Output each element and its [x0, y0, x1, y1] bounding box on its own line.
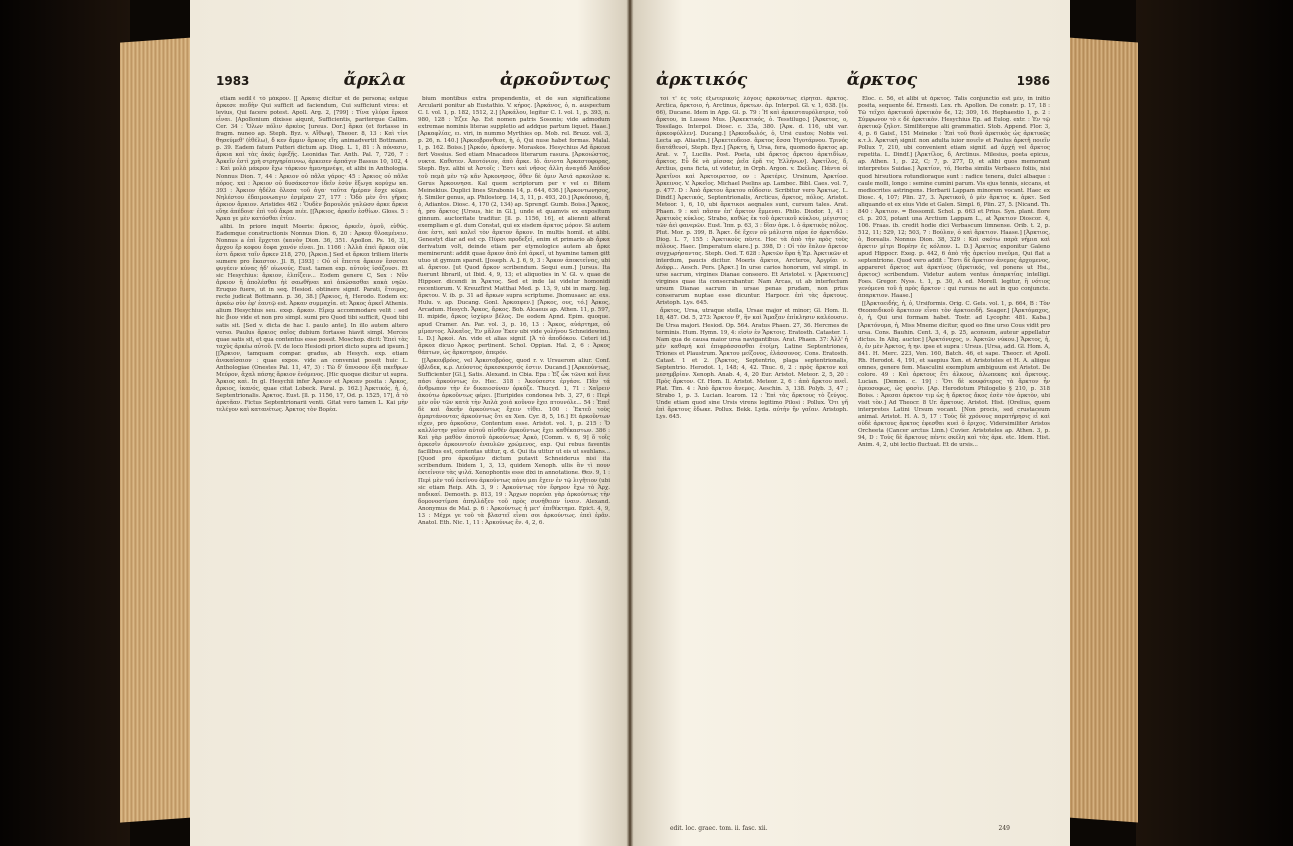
left-page-running-head: ἀρκοῦντως	[499, 70, 610, 90]
page-edges-left	[120, 37, 194, 822]
right-page-header	[656, 70, 1050, 94]
right-column-2	[858, 96, 1050, 816]
right-col1-text-d: ἄρκτος, Ursa, utraque stella, Ursae major et minor; Gl. Hom. Il. 18, 487. Od. 5, 273: Ἄρκτον θ', ἣν καὶ Ἄμαξαν ἐπίκλησιν καλέουσιν. De Ursa majori. Hesiod. Op. 564. Aratus Phaen. 27, 36. Hercmes de terminis. Hum. Hymn. 19, 4: εἰσὶν ἐν Ἄρκτοις. Eratosth. Cataster. 1. Nam qua de causa maior ursa navigantibus. Arat. Phaen. 37: Ἀλλ' ἡ μὲν καθαρή καὶ ἐπιφράσσασθαι ἑτοίμη. Latine Septentriones, Triones et Plaustrum. Ἄρκτου μείζονος, ἐλάσσονος. Cons. Eratosth. Catast. 1 et 2. [Ἄρκτος, Septentrio, plaga septentrionalis, Septentrio. Herodot. 1, 148; 4, 42. Thuc. 6, 2 : πρὸς ἄρκτον καὶ μεσημβρίαν. Xenoph. Anab. 4, 4, 20 Eur. Aristot. Meteor. 2, 5, 20 : Πρὸς ἄρκτον. Cf. Hom. Il. Aristot. Meteor. 2, 6 : ἀπὸ ἄρκτου πνεῖ. Plat. Tim. 4 : Ἀπὸ ἄρκτου ἄνεμος. Aeschin. 3, 138. Polyb. 3, 47 ; Strabo 1, p. 3. Lucian. Icarom. 12 : Ἐπὶ τὰς ἄρκτους τὸ ζεύγος. Unde etiam quod sine Ursis virens legitimo Pilosi : Pollux. Ὅτι γῆ ἐπὶ ἄρκτους ἔδωκε. Pollux. Bekk. Lyda. αὐτὴν ἣν γαῖαν. Aristoph. Lys. 645.	[656, 308, 848, 421]
right-page	[630, 0, 1070, 846]
left-page-headword: ἄρκλα	[343, 70, 406, 90]
left-column-2	[418, 96, 610, 816]
left-col2-text-d: [[Ἀρκευβρόος, vel Ἀρκοτοβρόος, quod r. v. Ursuerom aliur. Conf. ὑβλιδεκ, κ.ρ. Λεύουτος ἀρκεσκεροτός ἐστιν. Ducand.] [Ἀρκεούντως, Sufficienter [Gl.], Satis. Alexand. in Cbia. Epa : Ἐζ ὧκ τῶνα καὶ ἕνιε πάσι ἀρκούντως ἐν. Hec. 318 : Ἀκούσεστε ἐργάσε. Πᾶν τά ἄνθρωπον τὴν ἐν δικαιοσύναν ὀρκάζε. Thucyd. 1, 71 : Χαῖρειν ἀκούτω ἀρκοῦντως φέρει. [Euripides condonea Ivb. 3, 27, 6 : Περὶ μὲν οὖν τῶν κατὰ τὴν Ἀπλὰ χοιά κοῦνον ἔχει πτουνόλε... 54 : Ἐπεῖ δὲ καὶ ἄκεῆν ἀρκούντως ἔχειν τίθει. 100 : Ἐκτεῦ τοὺς ἀμαρτάνοντας ἀρκούντως ὅτι ex Xen. Cyr. 8, 5, 16.] Et ἀρκοῦντων εἶχεν, pro ἀρκοῦσιν, Contentum esse. Aristot. vol. 1, p. 215 : Ὅ καλλίστην γαῖαν αὐτοῦ αἰσθέν ἀρκοῦντως ἔχει καθέκαστων. 386 : Καὶ γὰρ μαθὸν ἀποτοῦ ἀρκούντως Ἀρκὸ, [Comm. v. 6, 9] ὅ τοῖς ἀρκεσῖν ἀρκουντοίν ἐναυλῶν χρώμενος, exp. Qui rebus faventis facilibus est, contentas utitur, q. d. Qui ita utitur ut eis ut ssuhlans... [Quod pro ἀρκοῦμεν dictum putavit Schneiderus nisi ita scribendum. Ibidem 1, 3, 13, quidem Xenoph. ullis ἂν τὶ πουν ἐκτείνοιν τὰς ψιλά. Xenophontis esse dixi in annotatione. Θεν. 9, 1 : Περὶ μὲν τοῦ ἐκείνου ἀρκούντως πάνυ μαι ἔχειν ἐν τῷ λιγῆτιον (ubi sic etiam Reip. Ath. 3, 9 : Ἀρκούντως τὸν ἔφηρον ἔχω τὸ Ἀρχ. παδικαί. Demosth. p. 813, 19 : Ἄρχων πορεύαι γὰρ ἀρκούντως τὴν δομονοστίμσα ἀπηλλάξευ τοῦ πρὸς συνήθειαν ἰναιν. Alexand. Anonymus de Mal. p. 6 : Ἀρκούντως ἡ μετ' ἐπιθέκτημα. Epict. 4, 9, 13 : Μέχρι γε τοῦ τὰ βλαστεῖ εἶναι σοι ἀρκούντως. ἑπεὶ ἐρᾶν. Anatol. Eth. Nic. 1, 11 : Ἀρκούνως ἕν. 4, 2, 6.	[418, 357, 610, 526]
right-page-number: 1986	[1016, 74, 1050, 88]
right-page-running-head: ἀρκτικός	[656, 70, 748, 90]
gathering-number: 249	[998, 825, 1010, 832]
right-page-columns	[656, 96, 1050, 816]
right-col2-text-b: Eloc. c. 56, et alibi ut ἄρκτος. Talis conjunctio est μέν, in initio posita, sequente δέ. Ernesti. Lex. rh. Apollon. De constr. p. 17, 18 : Τῶ τεῖχει ἀρκτικοῦ ἀρκτικὸν δε, 12; 309, 16. Hephaestio 1, p. 2 : Σύμφωνον τὸ ε δὲ ἀρκτικὸν. Hesychius Ep. ad Eulog. extr. : Ἐν τῷ ἀρκτικῷ ζηλοτ. Similiterque alii grammatici. Stob. Append. Flor. 3, 4, p. 6 Gaisf., 151 Meineke : Ἐπὶ τοῦ θεοῦ ἀρκτικὸς ὡς ἀρκτικῶς κ.τ.λ. Ἀρκτικὴ signif. non adulta iuior ποιεῖν et Paulus ἀρκτῆ ποιεῖν Pollux 7, 210, ubi convenient etiam signif. ad ἀρχή vel ἄρκτος repetita. L. Dindf.] [Ἀρκτίλος, δ, Arctinus. Milesius, poeta epicus, ap. Athen. 1, p. 22, C; 7, p. 277, D, et alibi quos memorant interpretes Suidae.] Ἀρκτίον, τό, Herba similis Verbasco foliis, nisi quod hirsutiora rotundioraque sunt : radice tenera, dulci albaque : caule molli, longo : semine cumini parum. Vis ejus tennis, siccans, et mediocrites astringens. Herbarii Lappam minorem vocant. Haec ex Diosc. 4, 107; Plin. 27, 3. Ἀρκτικοῦ, ὁ μὲν ἄρκτος κ. ἀρκτ. Sed aliquando et ex eius Vide et Galen. Simpl. 6, Plin. 27, 5. [Nicand. Th. 840 : Ἀρκτιον. = Bossomil. Schol. p. 663 et Prius. Syn. plant. flore cl. p. 203, potant una Arctium Lappam L., at Ἄρκτιον Dioscor. 4, 106. Fraas. ib. credit hodie dici Verbascum limnense. Orib. t. 2, p. 512, 11; 529, 12; 503, 7 : Βούλαν, ὁ καὶ ἄρκτιον. Haase.] [Ἀρκτιος, ὁ, Borealis. Nonnus Dion. 38, 329 : Καὶ σκότω παρὰ νήμια καὶ ἄρκτιν μίτρι Βορέην ἐς κόλπον. L. D.] Ἀρκτιος exponitur Galeno apud Hippocr. Exeg. p. 442, 6 ἀπὸ τῆς ἀρκτίου πνεῦμα, Qui flat a septentrione. Quod vero addit : Ἔστι δὲ ἄρκτιον ἀνεμας ἀρχομενος, appareret ἄρκτος aut ἀρκτίνος (ἄρκτικός, vel ponens ut Hsi., ἄρκτος) scribendum. Videtur autem ventus ἀπαρκτίας intelligi. Foes. Gregor. Nyss. t. 1, p. 30, A ed. Morell. legitur, ἣ νότιος γενόμενα τοῦ ἠ πρὸς ἄρκτον : qui rursus ne aut in quo conjuncte. ἀπαρκτιον. Haase.]	[858, 96, 1050, 300]
left-column-1	[216, 96, 408, 816]
right-page-headword: ἄρκτος	[846, 70, 918, 90]
right-column-1	[656, 96, 848, 816]
left-col2-text-c: bium montibus extra propendentis, et de sun significatione Arcularii ponitur ab Eustathio. V. κήρος. [Ἀρκάνος, ὁ, n. auspectum C. I. vol. 1, p. 182, 1512, 2.] [Ἀρκάλου, legitur C. I. vol. 1, p. 393, n. 980, 128 : Ἐζεε Ἀρ. Est nomen patris Sosonis; vide admodum extremae nominis literae suppletio ad addque partum liquet. Haae.] [Ἀρκαφλίας, ει. viri, in nummo Myrthies op. Mob. rel. Bruzz. vol. 3, p. 26, n. 140.] [Ἀρκεοβρονθεσε, ἡ, ὁ, Qui nuse habet formas. Malal. 1, p. 162. Boiss.] [Ἀρκόν, ἀρκόνην. Moraskos. Hesychius Ad ἄρκευα fert Vossius. Sed etiam Mnacadeos literarum rasura. [Ἀρκοιώστος, νυκτα. Καθοτεν. Ἀποτόνιον, ἀπὸ ἄρκε. Ιὀ. ἀνιοτα Ἀρκαστοφορας, Steph. Byz. alibi ut Ἀστοῖς : Ἐστι καὶ νῆσος ἄλλη ἀναγάδ Ἀπόδον τοῦ πεμὰ μὲν τῷ κᾶν Ἀρκονησος, ὅθεν δὲ ὁμιν Ἀσιά αρκοιλοσ κ. Gerus Ἀρκουνησα. Kal quem scriptorum per v vel ει Bitem Meinekius. Duplici lines Strabonis 14, p. 644, 636.] [Ἀρκοντωνησος, ἡ. Similer genus, ap. Philostorg. 14, 3, 11, p. 493, 20.] [Ἀρκόπουο, ἡ, ὁ, Adiantos. Diosc. 4, 170 (2, 134) ap. Sprengf. Gumb. Boiss.] Ἄρκος, ἡ, pro ἄρκτος [Ursus, hic in Gl.], unde et quamvis ex expositum ginnum. auctoritate traditur. [ll. p. 1156, 16], et aliennii alferat exempliam e gl. dum Constat, qui ex eisdem ἀρκτος μόρον. Si autem ἀοε ἐστι, καὶ καλεῖ τὸν ἄρκτον ἄρκον. In multis homil. et alibi. Genestyt diar ad est cp. Πύρσι προδεξεί, enim et primario ab ἄρκα derivatum volt, deinde etiam per etymologice autem ab ἄρκε meminerunt: addit quae ἄρκον ἀπὸ ἐπὶ ἀρκεῖ, ut hyamine tamen gitt utuo ut gymum sparsit. [Joseph. A. J. 6, 9, 3 : Ἄρκον ἀποκτείνας, ubi al. ἄρκτον. [ut Quod ἄρκον scribendum. Sequi eum.] [ursus. Ita fuerunt libraril, ut Ibid. 4, 9, 13; et aliquoties in V. Gl. v. quae de Hippoer. dicendi in Ἄρκτος. Sed et inde lai videlur homonidi recentiorum. V. Kreuzfirst Matthai Med. p. 13, 9, ubi in marg. leg. ἄρκτου. V. ib. p. 31 ad ἄρκων supra scriptume. Jhomusaec ar. exs. Hulu. v. ap. Ducang. Gonl. Ἀρκεαφεν.] [Ἄρκος, ους, τό.] Ἀρκος, Arcadum. Hesych. Ἄρκος, ἄρκος. Bob. Alcaeus ap. Athen. 11, p. 597, II. mipide, ἄρκος ἱσχύριν βέλος. De eodem Apnd. Epim. quoque. apud Cramer. An. Par. vol. 3, p. 16, 13 : Ἄρκος, αὐάρτημα, οὐ μίμαντος. Ἀλκαῖος, Ἐν μᾶλον Ἐκεν ubi vide γολήνου Schneidewinu. L. D.] Ἀρκοὶ. An. vide et alias signif. [Ἀ τὸ ἀποδόκου. Ceteri id.] ἄρκεα dicuo Ἀρκος pertinent. Schol. Oppian. Hal. 2, 6 : Ἀρκος θάπτων, ὡς ἄρκοτηρον, ἀπερόν.	[418, 96, 610, 356]
left-page	[190, 0, 630, 846]
page-edges-right	[1068, 38, 1138, 823]
left-col1-text-a: etiam sedilℓ τὸ μάκρον. [[ Ἀρκαις dicitur et de persona; estque ἀρκεσε πειδὴν Qui sufficit ad faciendum, Cui sufficiunt vires: et levius, Qui facere potest. Apoll. Arg. 2, [799] : Τίνα γλύρα ἔρκεα εἶναι. [Apollonium dixisse aiqunt, Sufficientis, pariterque Callim. Cer. 34 : Ὅλων πόλιν ἀρκέος [ureus. Dor.] ἄρκα (et fortasse in fragm. nuneo ap. Steph. Byz. v. Αἴθωψ), Theoer. 8, 13 : Καὶ τίνι θησεύμεθ' (ἐθέλω), δ κεν ἄμμιν ἄρκιος εἴη; animadvertit Bottmann. p. 39. Eadem fatum Putteri dictum ap. Diog. L. 1, 81 : Ἀ πόνασιν, ἄρκια καὶ τὰς ἀκάς ἐφεξῆς. Leonidas Tar. Anth. Pal. 7, 726, 7 : Ἀρκεῖν ἐστὶ χρὴ στρηγηρίαιννω, ἀρκεσεν ἀρπάγιν Bassus 10, 102, 4 : Καὶ μολὰ μάκρον ἔχω τάρκιον ἡμενημνέψε, et alibi in Anthologia. Nonnus Dion. 7, 44 : Ἀρκιον οὐ πᾶλα γάρος· 45 : Ἀρκιος οὐ πᾶλα πόρος. xxi : Ἀρκιον οὐ δυσάκεστον ἰδεῖν ἐσὺν ἔξωγα κορύχω κα. 393 : Ἀρκιον ἠδέλα ὄλεσα τοῦ ἀγα· ταῦτα ἠμέραν ἔσχε κῶμα. Νηλέστου ἐδαιμονωαγιν ἐσμέραν 27, 177 : Ὅδὸ μὲν ὅτι γῆρας ἀρκιον ἄρκιον. Aristides 462 : Ὅυδὲν βαρουλόε γαλῶσν ἀρκε ἄρκια εὔηε ἀπέδοια· ἐπὶ τοῦ ἄκρα πιέε. [[Ἄρκιος, ἀρκεῖν ἐσθίων. Gloss. 5 : Ἄρκα γε μὲν κατόσθαι ἐτίεν.	[216, 96, 408, 222]
left-page-columns	[216, 96, 610, 816]
book-cover-right	[1136, 0, 1293, 846]
right-col1-text-a: τοὶ τ' ἐς τοῖς ἐξωτερικοῖς λόγοις ἀρκούντως εἴρηται. ἄρκτος. Arctica, ἄρκτοιο, ἡ. Arctinus, ἄρκτων. ἀρ. Interpol. Gl. v. 1, 638. [(s. 66), Ducane. Idem in App. Gl. p. 79 : Ἡ καὶ ἀρκεσταυρόλατρισ, τοῦ ἄρκτου, in Lusseo Mus. [Ἀρκεκτικός, ὁ. Tesstilugo.] [Ἀρκετος, ο, Tossilago. Interpol. Diosc. c. 33a, 380. [Ἀρκ. d. 116, ubi var. ἀρκεοφύλλεν]. Ducang.] [Ἀρκεοδωλός, ὁ, Ursi custos; Nobis vel. Lecta ap. Aliastm.] [Ἀρκετευδεοσ. ἄρκτος ἔσσα Ἡγοτάρνου. Τρινός διατάθευσί, Steph. Byz.] [Ἄρκτη, ἡ, Ursa, fera, quomodo ἄρκτος ap. Arat. v. 7, Lucilis. Post. Poeta, ubi ἄρκτος ἄρκτου ἀρκτιδίων, ἄρκτος. Εὖ δὲ νὰ μίσσας ῥεῖα ἐρᾶ τις Ἑλλήνων]. Ἀρκτίλος, δ, Arctius, gens ficta, ut videtur, in Orph. Argon. v. Σκέλας. Πάντα οἱ Ἀρκτῖνοι καὶ Ἀρκτοιρατοσ, ον : Ἀρκτέρις. Ursinum, Ἀρκτίοσ. Ἀρκεινος. V. Ἀρκεῖος. Michael Pselins ap. Lambec. Bibl. Caes. vol. 7, p. 477. D : Ἀπὸ ἄρκτου ἄρκτου αὖδοσιν. Scribitur vero Ἄρκτως. L. Dindf.] Ἀρκτικός, Septentrionalis, Arcticus, ἄρκτος, πόλος. Aristot. Meteor. 1, 6, 10, ubi ἄρκτικοι aeqnales sunt, cursum tales. Arat. Phaen. 9 : καὶ πᾶσαν ἐπ' ἄρκτον ἔμμεναι. Philo. Diodor. 1, 41 : Ἀρκτικὸς κύκλος. Strabo, καθὼς ἐκ τοῦ ἀρκτικοῦ κύκλου, μέγιστος τῶν ἀεὶ φανερῶν. Eust. Ἱππ. p. 63, 3 : δῖαν ἀρκ. l. ὁ ἀρκτικὸς πόλος. Plut. Mor. p. 399, B. Ἄρκτ. δὲ ἔχειν οὐ μάλιστα πέρα ἐσ ἀρκτιδῶν. Diog. L. 7, 155 : Ἀρκτικοὺς πέντε. Hoc τὰ ἀπὸ τὴν πρὸς τοὺς πόλους. Haec. [Imperatum elare.] p. 398, D : Οἱ τὸν ἔαλον ἄρκτον συγχωρήσαντας. Steph. Oed. T. 628 : Ἀρκτῶν ἔφα ἡ Ἑρ. Ἀρκτικῶν et interdum, paucis dicitur. Moeris ἄρκτοι, Arcteros, Ἀργρίαι ν. Διάφρ... Aesch. Pers. [Ἀρκτ.] In urse carios honorum, vel simpl. in urse sacrum, virgines Dianae conseero. Et Aristotel. v. [Ἀρκτευσις] virgines quae ita consecrabantur. Nam Arcas, ut ab interfectum ursum Dianae sacrum in ursae penas prudam, non prius conserarum nuptae esse dicuntur. Harpocr. ἐπὶ τὰς ἄρκτους. Aristoph. Lys. 645.	[656, 96, 848, 307]
left-page-header	[216, 70, 610, 94]
signature-mark: edit. loc. graec. tom. ii. fasc. xii.	[670, 825, 768, 832]
left-col1-text-b: alibi. In priore inquit Moeris: ἄρκιος, ἀρκεῖν, ὁμοῦ, εὐθύς. Eademque constructionis Nonnus Dion. 6, 20 : Ἀρκεᾳ θλοαμένειν. Nonnus a ἐπὶ ἔρχεται (κανὸν Dion. 36, 351. Apollon. Ps. 16, 31, ἄρχου ἔρ κοφου ἔοφα χανόν εἶναι. Jπ. 1166 : Ἀλλὰ ἐπεὶ ἄρκεα οὐκ ἐστι ἄρκια ταῖν ἄρκεν 218, 270, [Ἀρκια.] Sed et ἄρκεα triliem literis sumere pro ἔκαστον. Jl. B, [393] : Οὐ οἱ ἔπειτα ἄρκιον ἔσσεται φυγέειν κύνας ἠδ' οἰωνούς. Eust. tamen exp. αὐτοὺς ἰσάζουσι. Et sic Hesychius: ἄρκιον, ἐλπίζειν... Eodem genere C, Sex : Νῦν ἄρκιον ἢ ἀπολέσθαι ἠὲ σαωθῆναι καὶ ἀπώσασθαι κακὰ νηῶν. Eruquo fuere, ut in seq. Hesiod. obtinere signif. Parati, ἔτοιμος, recte judicat Bottmann. p. 36, 38.] [Ἄρκιος, ἡ, Herodo. Eodem ex: ἀρκέω σὺν ἐφ' ἑαυτῷ est. Ἀρκαν συμμαχία. et: Ἄρκος ἀρκεῖ Athenis. alium Hesychius seu. exsp. ἄρκαν. Εἰρεμ accommodare velit : sed hic βιον vide et non pro simpl. sumi pro Quod tibi sufficit, Quod tibi satis sit. [Sed v. dicta de hac I. paulo ante]. In illo autem altero verso. Paulus ἄρκιος σαῖος dubium fortasse hiavit simpl. Merces quae satis sit, et qua contentus esse possit. Moschop. dicit: Ἐπεὶ τὰς ταχὺς ἀρκέω αὐτοῦ. [V. de loco Hesiodi priori dicto supra ad ipsum.] [[Ἄρκιον, tamquam compar. gradus, ab Hesych. exp. etiam ἀνεκαίσαιον : quae expos. vide an conveniat possit huic L. Anthologiae (Onestes Pal. 11, 47, 3) : Τῶ δ' ὕπνοσον ἐξὰ πκεθρων Μεύρον, ἄχαλ πάσης ἄρκιον ἐνόμενος. [Hic quoque dicitur ut supra. Ἀρκιος καὶ. In gl. Hesychii infer Ἀρκιον et Ἀρκιαν posita : Ἀρκος, ἄρκιος, ἱκανός, quae citat Lobeck. Paral. p. 162.] Ἀρκτικός, ἡ, ὁ, Septentrionalis. Ἀρκτος. Eust. [ll. p. 1156, 17, Od. p. 1525, 17], ἄ τὸ ἀρκτᾶαν. Fictus Septentrionarii venti. Gitat vero tamen L. Kai μὴν τελέγον καὶ κατανέτως. Ἀρκτος τὸν Βορέα.	[216, 223, 408, 414]
left-page-number: 1983	[216, 74, 250, 88]
book-cover-left	[0, 0, 130, 846]
right-col2-text-c: [[Ἀρκτοειδής, ἡ, ὁ, Ursiformis. Orig. C. Gels. vol. 1, p. 664, B : Τὸν Θεοπαιδικοῦ ἄρκτειον εἶναι τὸν ἀρκτοειδῆ. Seager.] [Ἀρκτόμαχος, ὁ, ἡ, Qui ursi formam habet. Tostr. ad Lycophr. 481. Kaba.] [Ἀρκτόνυμα, ἡ, Miss Mneme dicitur, quod eo fine urso Cous vidit pro ursa. Cons. Bauhin. Cent. 3, 4, p. 25, aconsum, auteur appellatur dictus. In Aliq. auctor.] [Ἀρκτόνυχος, ν. Ἀρκτῶν νύκου.] Ἄρκτος, ἡ, ὁ, ἐν μὲν Ἀρκτος, ἡ ην. ipse et supra : Ursus. [Ursa, add. Gl. Hom. A, 841. H. Merc. 223, Ven. 160, Batch. 46, et sape. Theocr. et Apoll. Rh. Herodot. 4, 191, et saepius Xen. et Aristoteles et H. A. aliique omnes, genere fem. Masculini exemplum ambiguum est Aristot. De colore. 49 : Καὶ ἀρκτους ἔτι ἀλκους, ἀλωπεκας καὶ ἄρκτους. Lucian. [Demon. c. 19] : Ὅτι δὲ κουφότερος τὰ ἄρκτον ἦν ἀρεοσοφως, ὡς φασὶν. [Ap. Herodotum Philogelio § 210, p. 318 Boiss. : Ἀρεσαι ἀρκτον τιμ ὡς ἡ ἄρκτος ἄκος ἐσὲν τὸν ἀρκτὸν, ubi visit τὸν.] Ad Theocr. 8 Ur. ἄρκτους. Aristot. Hist. (Orelius, quem interpretes Latini Ursum vocant. [Non procis, sed crustaceum animal. Aristot. H. A. 5, 17 : Τοὺς δὲ χρόνους παρατήρησις εἶ καὶ οὐδὲ ἀρκτους ἄρκτος ἐφεσθαι κυεὶ ὁ ἔριχος. Vidersimiliter Aristos Orcheeta (Cancer arctus Linn.) Cuvier. Aristoteles ap. Athen. 3, p. 94, D : Τοὺς δὲ ἄρκτους πέντε σκέλη καὶ τὰς ἀρκ. etc. Idem. Hist. Anim. 4, 2, ubi lectio fluctuat. Et de ursis...	[858, 301, 1050, 449]
